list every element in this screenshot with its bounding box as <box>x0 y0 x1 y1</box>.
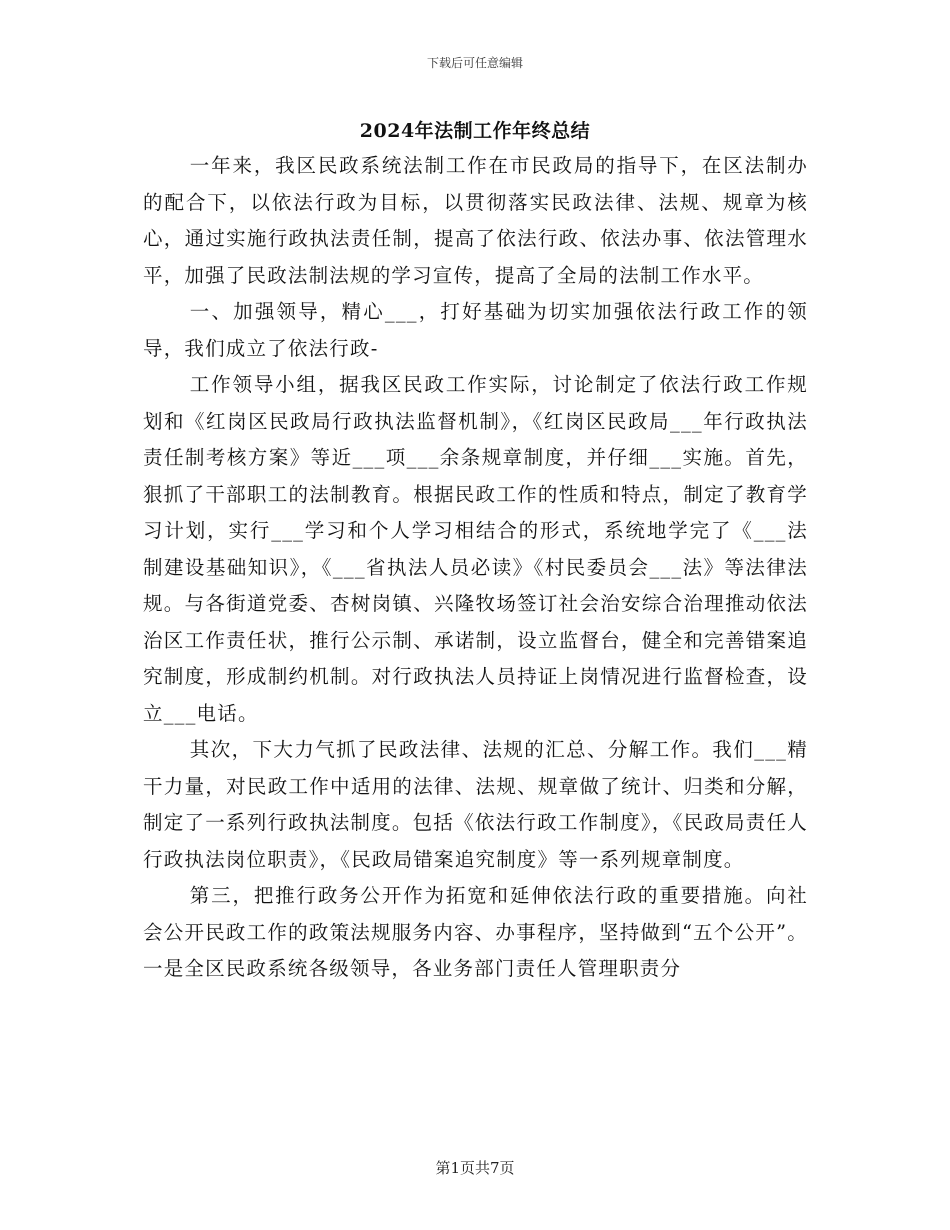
paragraph-section-one: 一、加强领导，精心___，打好基础为切实加强依法行政工作的领导，我们成立了依法行政- <box>143 300 808 360</box>
paragraph-third: 第三，把推行政务公开作为拓宽和延伸依法行政的重要措施。向社会公开民政工作的政策法规服务内容、办事程序，坚持做到“五个公开”。一是全区民政系统各级领导，各业务部门责任人管理职责分 <box>143 884 808 980</box>
paragraph-leadership-group: 工作领导小组，据我区民政工作实际，讨论制定了依法行政工作规划和《红岗区民政局行政执法监督机制》，《红岗区民政局___年行政执法责任制考核方案》等近___项___余条规章制度，并仔细___实施。首先，狠抓了干部职工的法制教育。根据民政工作的性质和特点，制定了教育学习计划，实行___学习和个人学习相结合的形式，系统地学完了《___法制建设基础知识》，《___省执法人员必读》《村民委员会___法》等法律法规。与各街道党委、杏树岗镇、兴隆牧场签订社会治安综合治理推动依法治区工作责任状，推行公示制、承诺制，设立监督台，健全和完善错案追究制度，形成制约机制。对行政执法人员持证上岗情况进行监督检查，设立___电话。 <box>143 373 808 725</box>
page-number: 第1页共7页 <box>435 1159 515 1177</box>
paragraph-intro: 一年来，我区民政系统法制工作在市民政局的指导下，在区法制办的配合下，以依法行政为目标，以贯彻落实民政法律、法规、规章为核心，通过实施行政执法责任制，提高了依法行政、依法办事、依法管理水平，加强了民政法制法规的学习宣传，提高了全局的法制工作水平。 <box>143 154 808 287</box>
document-title: 2024年法制工作年终总结 <box>359 120 591 142</box>
paragraph-second: 其次，下大力气抓了民政法律、法规的汇总、分解工作。我们___精干力量，对民政工作中适用的法律、法规、规章做了统计、归类和分解，制定了一系列行政执法制度。包括《依法行政工作制度》，《民政局责任人行政执法岗位职责》，《民政局错案追究制度》等一系列规章制度。 <box>143 738 808 871</box>
document-body <box>143 148 808 988</box>
header-note: 下载后可任意编辑 <box>426 56 523 70</box>
